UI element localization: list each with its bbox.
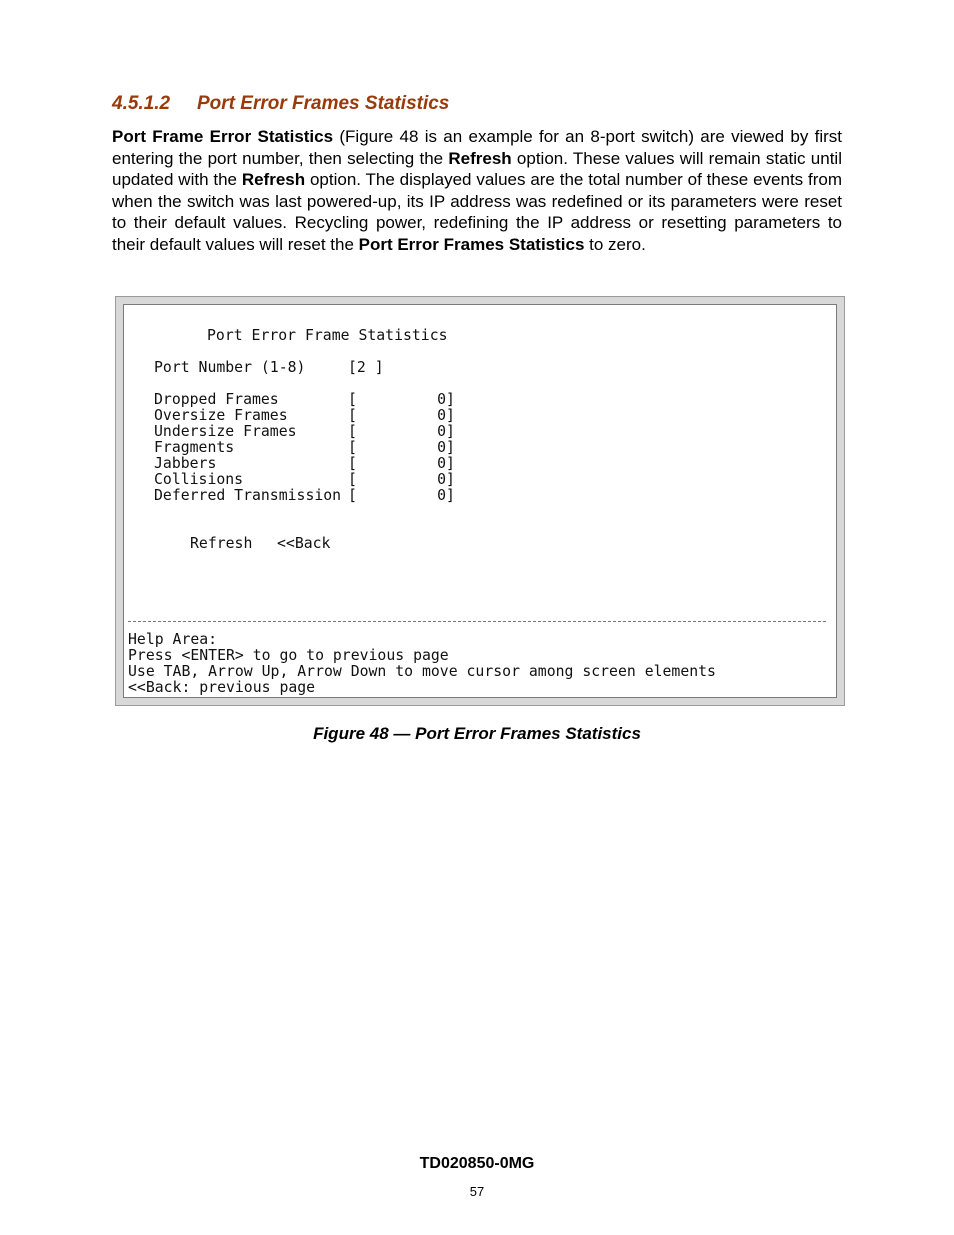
stat-value-dropped-frames: [ 0] [348, 391, 455, 408]
body-paragraph [112, 126, 842, 256]
term-refresh: Refresh [241, 170, 306, 190]
help-area-title: Help Area: [128, 631, 218, 648]
page-number: 57 [469, 1184, 485, 1199]
stat-label-jabbers: Jabbers [154, 455, 217, 472]
stat-value-jabbers: [ 0] [348, 455, 455, 472]
text-run: (Figure 48 is an example for an 8-port switch) are viewed by first entering the port number, then selecting the [112, 127, 842, 168]
back-button[interactable]: <<Back [277, 535, 331, 552]
text-run: to zero. [584, 234, 646, 254]
figure-caption: Figure 48 — Port Error Frames Statistics [313, 724, 641, 743]
term-refresh: Refresh [448, 148, 512, 168]
section-heading [112, 93, 449, 115]
section-number: 4.5.1.2 [112, 93, 171, 114]
term-port-frame-error-statistics: Port Frame Error Statistics [112, 127, 334, 146]
port-number-label: Port Number (1-8) [154, 359, 306, 376]
term-port-error-frames-statistics: Port Error Frames Statistics [358, 234, 585, 254]
stat-label-collisions: Collisions [154, 471, 244, 488]
stat-value-undersize-frames: [ 0] [348, 423, 455, 440]
help-separator [128, 621, 826, 622]
text-run: option. The displayed values are the total number of these events from when the switch was last powered-up, its IP address was redefined or its parameters were reset to their default values. Recycling power, redefining the IP address or resetting parameters to their default values will reset the [112, 170, 843, 254]
stat-value-fragments: [ 0] [348, 439, 455, 456]
stat-label-oversize-frames: Oversize Frames [154, 407, 288, 424]
port-number-input[interactable]: [2 ] [348, 359, 384, 376]
document-id: TD020850-0MG [419, 1155, 535, 1172]
stat-label-undersize-frames: Undersize Frames [154, 423, 297, 440]
figure-screenshot-frame [115, 296, 845, 706]
help-line: Use TAB, Arrow Up, Arrow Down to move cursor among screen elements [128, 663, 716, 680]
stat-label-dropped-frames: Dropped Frames [154, 391, 279, 408]
terminal-screen [123, 304, 837, 698]
help-line: <<Back: previous page [128, 679, 316, 696]
stat-label-deferred-transmission: Deferred Transmission [154, 487, 342, 504]
section-title: Port Error Frames Statistics [197, 93, 450, 114]
stat-value-oversize-frames: [ 0] [348, 407, 455, 424]
screen-title: Port Error Frame Statistics [207, 327, 448, 344]
help-line: Press <ENTER> to go to previous page [128, 647, 449, 664]
stat-label-fragments: Fragments [154, 439, 235, 456]
stat-value-deferred-transmission: [ 0] [348, 487, 455, 504]
text-run: option. These values will remain static until updated with the [112, 148, 842, 190]
refresh-button[interactable]: Refresh [190, 535, 253, 552]
stat-value-collisions: [ 0] [348, 471, 455, 488]
